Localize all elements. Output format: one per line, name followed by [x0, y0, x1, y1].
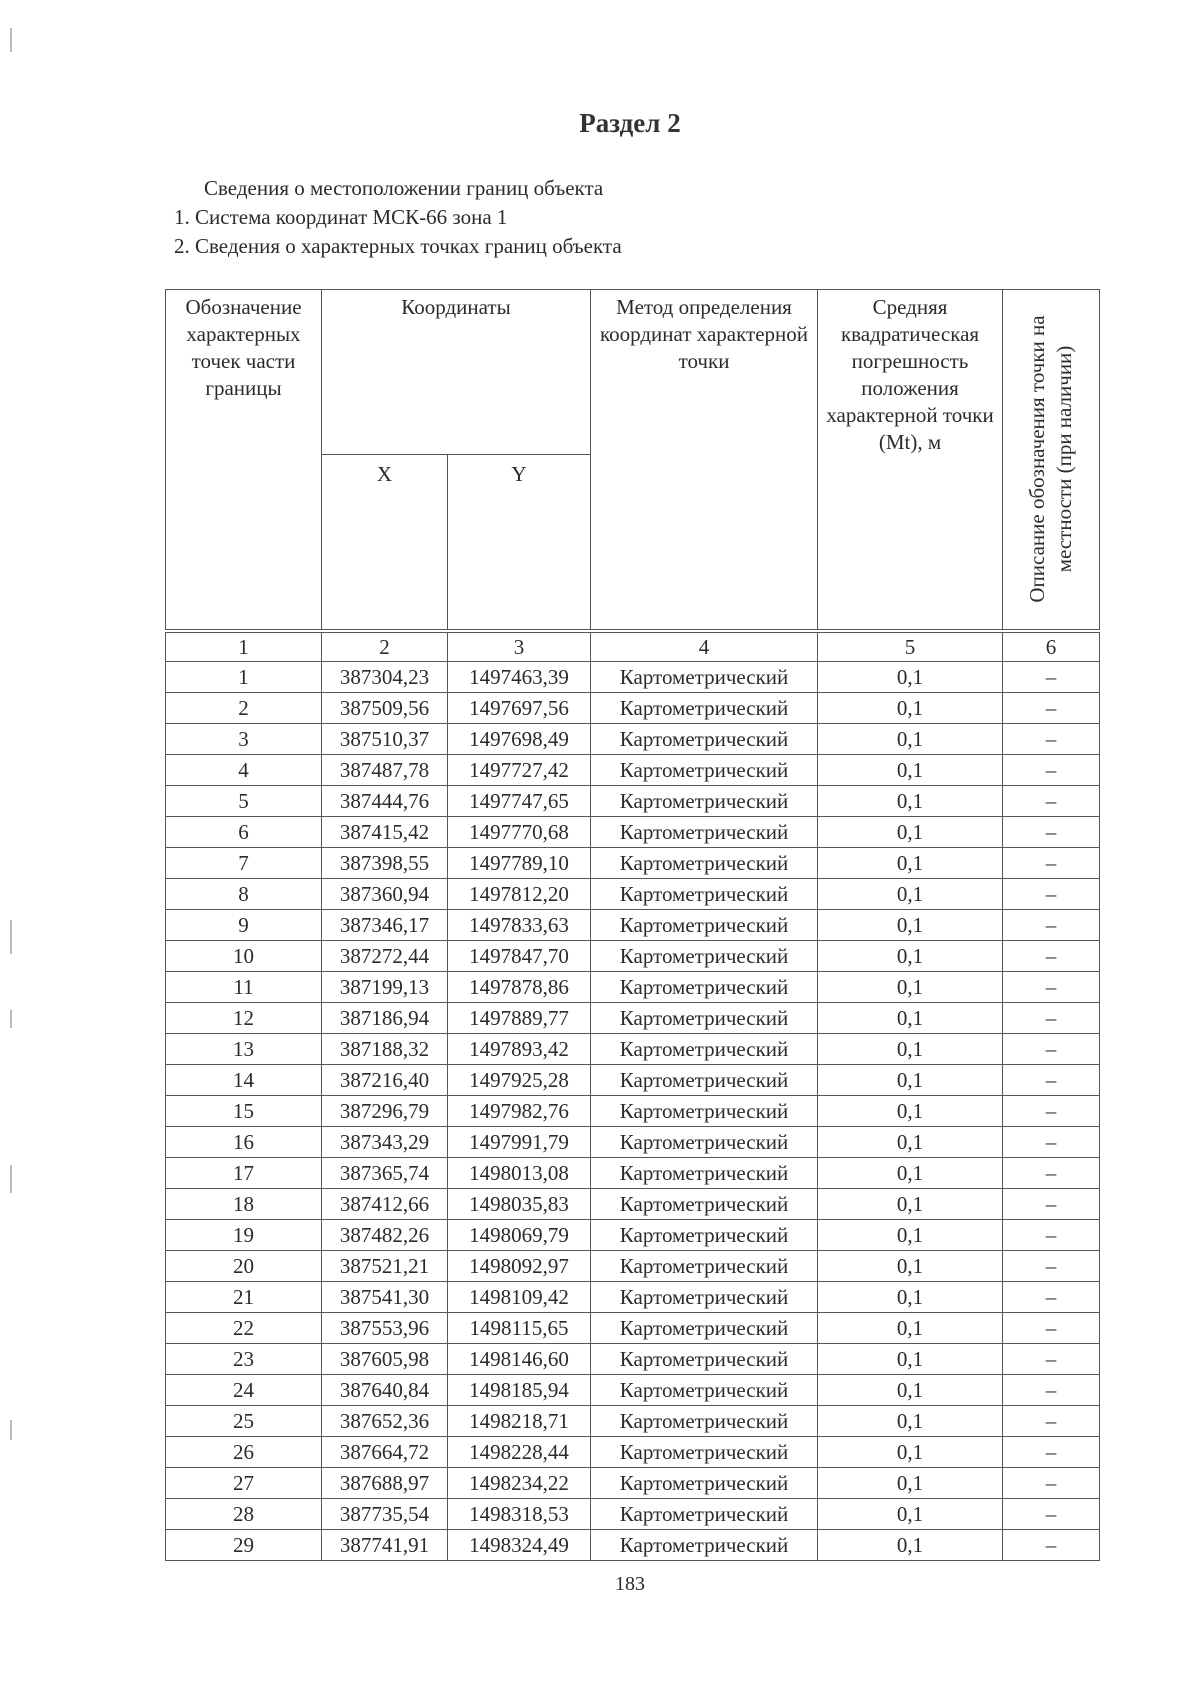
column-number: 1 [166, 631, 322, 662]
cell-mean-error: 0,1 [818, 1437, 1003, 1468]
cell-mean-error: 0,1 [818, 1499, 1003, 1530]
cell-method: Картометрический [591, 1220, 818, 1251]
cell-mean-error: 0,1 [818, 1003, 1003, 1034]
cell-mean-error: 0,1 [818, 786, 1003, 817]
cell-method: Картометрический [591, 1251, 818, 1282]
cell-point-id: 17 [166, 1158, 322, 1189]
cell-point-id: 10 [166, 941, 322, 972]
table-row [166, 1034, 1100, 1065]
cell-method: Картометрический [591, 1096, 818, 1127]
cell-mean-error: 0,1 [818, 879, 1003, 910]
cell-coord-x: 387510,37 [322, 724, 448, 755]
header-description-cell [1003, 290, 1100, 632]
cell-point-id: 23 [166, 1344, 322, 1375]
cell-point-id: 4 [166, 755, 322, 786]
cell-description: – [1003, 693, 1100, 724]
cell-method: Картометрический [591, 1468, 818, 1499]
cell-method: Картометрический [591, 817, 818, 848]
cell-description: – [1003, 1065, 1100, 1096]
cell-description: – [1003, 1499, 1100, 1530]
cell-mean-error: 0,1 [818, 1375, 1003, 1406]
cell-description: – [1003, 972, 1100, 1003]
cell-coord-y: 1498318,53 [448, 1499, 591, 1530]
page-number: 183 [615, 1573, 645, 1595]
cell-description: – [1003, 1313, 1100, 1344]
table-row [166, 1189, 1100, 1220]
cell-method: Картометрический [591, 910, 818, 941]
cell-coord-x: 387553,96 [322, 1313, 448, 1344]
cell-coord-y: 1497893,42 [448, 1034, 591, 1065]
cell-coord-y: 1497770,68 [448, 817, 591, 848]
cell-point-id: 20 [166, 1251, 322, 1282]
cell-coord-y: 1498185,94 [448, 1375, 591, 1406]
cell-point-id: 28 [166, 1499, 322, 1530]
cell-description: – [1003, 941, 1100, 972]
header-description: Описание обозначения точки на местности (при наличии) [1025, 315, 1077, 603]
intro-line-3: 2. Сведения о характерных точках границ объекта [174, 234, 622, 258]
table-row [166, 1251, 1100, 1282]
table-row [166, 848, 1100, 879]
cell-mean-error: 0,1 [818, 1282, 1003, 1313]
cell-description: – [1003, 910, 1100, 941]
cell-coord-y: 1498109,42 [448, 1282, 591, 1313]
cell-description: – [1003, 1003, 1100, 1034]
cell-method: Картометрический [591, 1313, 818, 1344]
cell-description: – [1003, 817, 1100, 848]
cell-coord-x: 387741,91 [322, 1530, 448, 1561]
cell-mean-error: 0,1 [818, 693, 1003, 724]
cell-description: – [1003, 879, 1100, 910]
cell-method: Картометрический [591, 941, 818, 972]
cell-point-id: 11 [166, 972, 322, 1003]
cell-point-id: 15 [166, 1096, 322, 1127]
scan-edge-marks [10, 0, 18, 1698]
cell-mean-error: 0,1 [818, 972, 1003, 1003]
cell-coord-y: 1497812,20 [448, 879, 591, 910]
cell-method: Картометрический [591, 1406, 818, 1437]
cell-coord-y: 1497889,77 [448, 1003, 591, 1034]
cell-coord-y: 1497697,56 [448, 693, 591, 724]
cell-point-id: 12 [166, 1003, 322, 1034]
cell-mean-error: 0,1 [818, 1406, 1003, 1437]
header-coords: Координаты [322, 290, 591, 455]
cell-point-id: 24 [166, 1375, 322, 1406]
cell-coord-x: 387415,42 [322, 817, 448, 848]
table-row [166, 1313, 1100, 1344]
cell-coord-x: 387199,13 [322, 972, 448, 1003]
table-row [166, 941, 1100, 972]
table-row [166, 1468, 1100, 1499]
cell-method: Картометрический [591, 1282, 818, 1313]
column-number: 3 [448, 631, 591, 662]
cell-description: – [1003, 1251, 1100, 1282]
column-number: 6 [1003, 631, 1100, 662]
cell-method: Картометрический [591, 786, 818, 817]
cell-point-id: 27 [166, 1468, 322, 1499]
column-numbers-row [166, 631, 1100, 662]
cell-method: Картометрический [591, 1034, 818, 1065]
cell-point-id: 19 [166, 1220, 322, 1251]
cell-description: – [1003, 1468, 1100, 1499]
boundary-points-table [165, 289, 1100, 1561]
cell-description: – [1003, 1375, 1100, 1406]
cell-coord-y: 1497847,70 [448, 941, 591, 972]
column-number: 2 [322, 631, 448, 662]
cell-coord-y: 1497463,39 [448, 662, 591, 693]
column-number: 4 [591, 631, 818, 662]
cell-description: – [1003, 1437, 1100, 1468]
cell-method: Картометрический [591, 1189, 818, 1220]
intro-line-2: 1. Система координат МСК-66 зона 1 [174, 205, 508, 229]
cell-mean-error: 0,1 [818, 941, 1003, 972]
cell-method: Картометрический [591, 1003, 818, 1034]
header-y: Y [448, 455, 591, 632]
cell-coord-x: 387343,29 [322, 1127, 448, 1158]
cell-coord-x: 387652,36 [322, 1406, 448, 1437]
cell-coord-x: 387272,44 [322, 941, 448, 972]
cell-mean-error: 0,1 [818, 1034, 1003, 1065]
cell-description: – [1003, 848, 1100, 879]
cell-mean-error: 0,1 [818, 662, 1003, 693]
cell-point-id: 14 [166, 1065, 322, 1096]
cell-coord-x: 387216,40 [322, 1065, 448, 1096]
intro-line-1: Сведения о местоположении границ объекта [204, 176, 604, 200]
table-row [166, 1406, 1100, 1437]
cell-description: – [1003, 1034, 1100, 1065]
cell-method: Картометрический [591, 879, 818, 910]
cell-description: – [1003, 1158, 1100, 1189]
cell-coord-y: 1497789,10 [448, 848, 591, 879]
cell-point-id: 25 [166, 1406, 322, 1437]
cell-method: Картометрический [591, 1499, 818, 1530]
cell-method: Картометрический [591, 693, 818, 724]
cell-coord-y: 1498146,60 [448, 1344, 591, 1375]
cell-point-id: 2 [166, 693, 322, 724]
cell-coord-y: 1497727,42 [448, 755, 591, 786]
cell-coord-y: 1497747,65 [448, 786, 591, 817]
cell-coord-x: 387188,32 [322, 1034, 448, 1065]
cell-point-id: 21 [166, 1282, 322, 1313]
header-error: Средняя квадратическая погрешность положения характерной точки (Mt), м [818, 290, 1003, 632]
cell-coord-x: 387509,56 [322, 693, 448, 724]
cell-coord-x: 387640,84 [322, 1375, 448, 1406]
header-x: X [322, 455, 448, 632]
cell-coord-y: 1498115,65 [448, 1313, 591, 1344]
table-row [166, 1530, 1100, 1561]
header-method: Метод определения координат характерной точки [591, 290, 818, 632]
cell-description: – [1003, 1127, 1100, 1158]
cell-description: – [1003, 1530, 1100, 1561]
cell-coord-x: 387541,30 [322, 1282, 448, 1313]
header-point: Обозначение характерных точек части границы [166, 290, 322, 632]
cell-mean-error: 0,1 [818, 1251, 1003, 1282]
cell-method: Картометрический [591, 1158, 818, 1189]
cell-point-id: 18 [166, 1189, 322, 1220]
table-row [166, 693, 1100, 724]
cell-coord-y: 1498324,49 [448, 1530, 591, 1561]
cell-mean-error: 0,1 [818, 1220, 1003, 1251]
cell-coord-x: 387664,72 [322, 1437, 448, 1468]
section-title: Раздел 2 [579, 108, 681, 138]
cell-description: – [1003, 1282, 1100, 1313]
table-row [166, 1344, 1100, 1375]
cell-method: Картометрический [591, 1530, 818, 1561]
cell-coord-y: 1497833,63 [448, 910, 591, 941]
cell-point-id: 26 [166, 1437, 322, 1468]
cell-point-id: 5 [166, 786, 322, 817]
cell-point-id: 1 [166, 662, 322, 693]
cell-method: Картометрический [591, 662, 818, 693]
cell-method: Картометрический [591, 1375, 818, 1406]
cell-coord-x: 387186,94 [322, 1003, 448, 1034]
cell-description: – [1003, 1344, 1100, 1375]
cell-description: – [1003, 1406, 1100, 1437]
cell-coord-y: 1497991,79 [448, 1127, 591, 1158]
cell-description: – [1003, 786, 1100, 817]
cell-point-id: 22 [166, 1313, 322, 1344]
cell-method: Картометрический [591, 1437, 818, 1468]
cell-point-id: 3 [166, 724, 322, 755]
cell-point-id: 16 [166, 1127, 322, 1158]
cell-coord-x: 387304,23 [322, 662, 448, 693]
cell-description: – [1003, 1096, 1100, 1127]
table-row [166, 724, 1100, 755]
cell-mean-error: 0,1 [818, 1065, 1003, 1096]
cell-description: – [1003, 755, 1100, 786]
cell-coord-x: 387444,76 [322, 786, 448, 817]
cell-coord-x: 387296,79 [322, 1096, 448, 1127]
cell-point-id: 13 [166, 1034, 322, 1065]
cell-coord-x: 387521,21 [322, 1251, 448, 1282]
cell-coord-x: 387735,54 [322, 1499, 448, 1530]
table-row [166, 755, 1100, 786]
table-row [166, 1065, 1100, 1096]
cell-mean-error: 0,1 [818, 755, 1003, 786]
cell-coord-x: 387688,97 [322, 1468, 448, 1499]
cell-mean-error: 0,1 [818, 1468, 1003, 1499]
cell-coord-x: 387398,55 [322, 848, 448, 879]
cell-description: – [1003, 1189, 1100, 1220]
cell-coord-y: 1498069,79 [448, 1220, 591, 1251]
cell-coord-x: 387482,26 [322, 1220, 448, 1251]
cell-method: Картометрический [591, 848, 818, 879]
cell-coord-y: 1498228,44 [448, 1437, 591, 1468]
table-row [166, 1282, 1100, 1313]
table-row [166, 1375, 1100, 1406]
cell-method: Картометрический [591, 1127, 818, 1158]
cell-mean-error: 0,1 [818, 1344, 1003, 1375]
table-row [166, 972, 1100, 1003]
cell-coord-y: 1497925,28 [448, 1065, 591, 1096]
table-row [166, 1158, 1100, 1189]
cell-method: Картометрический [591, 972, 818, 1003]
cell-point-id: 8 [166, 879, 322, 910]
table-row [166, 879, 1100, 910]
cell-coord-y: 1498092,97 [448, 1251, 591, 1282]
cell-coord-x: 387605,98 [322, 1344, 448, 1375]
table-row [166, 817, 1100, 848]
cell-mean-error: 0,1 [818, 1189, 1003, 1220]
cell-point-id: 6 [166, 817, 322, 848]
table-row [166, 910, 1100, 941]
cell-coord-y: 1498035,83 [448, 1189, 591, 1220]
cell-mean-error: 0,1 [818, 910, 1003, 941]
cell-method: Картометрический [591, 1344, 818, 1375]
cell-mean-error: 0,1 [818, 1530, 1003, 1561]
cell-method: Картометрический [591, 1065, 818, 1096]
cell-mean-error: 0,1 [818, 1096, 1003, 1127]
cell-coord-x: 387346,17 [322, 910, 448, 941]
cell-mean-error: 0,1 [818, 1127, 1003, 1158]
cell-description: – [1003, 1220, 1100, 1251]
table-row [166, 662, 1100, 693]
table-row [166, 1003, 1100, 1034]
cell-point-id: 7 [166, 848, 322, 879]
cell-mean-error: 0,1 [818, 724, 1003, 755]
cell-coord-x: 387360,94 [322, 879, 448, 910]
cell-coord-y: 1498234,22 [448, 1468, 591, 1499]
cell-description: – [1003, 724, 1100, 755]
cell-coord-x: 387365,74 [322, 1158, 448, 1189]
cell-coord-x: 387487,78 [322, 755, 448, 786]
cell-coord-y: 1497982,76 [448, 1096, 591, 1127]
cell-coord-y: 1498218,71 [448, 1406, 591, 1437]
cell-coord-y: 1497698,49 [448, 724, 591, 755]
cell-coord-y: 1498013,08 [448, 1158, 591, 1189]
cell-mean-error: 0,1 [818, 817, 1003, 848]
column-number: 5 [818, 631, 1003, 662]
table-row [166, 1096, 1100, 1127]
cell-method: Картометрический [591, 755, 818, 786]
cell-coord-y: 1497878,86 [448, 972, 591, 1003]
table-row [166, 786, 1100, 817]
table-row [166, 1437, 1100, 1468]
cell-mean-error: 0,1 [818, 1313, 1003, 1344]
cell-method: Картометрический [591, 724, 818, 755]
cell-coord-x: 387412,66 [322, 1189, 448, 1220]
table-row [166, 1127, 1100, 1158]
cell-point-id: 29 [166, 1530, 322, 1561]
cell-mean-error: 0,1 [818, 1158, 1003, 1189]
table-row [166, 1220, 1100, 1251]
cell-description: – [1003, 662, 1100, 693]
intro-block [174, 174, 622, 261]
cell-mean-error: 0,1 [818, 848, 1003, 879]
cell-point-id: 9 [166, 910, 322, 941]
table-row [166, 1499, 1100, 1530]
